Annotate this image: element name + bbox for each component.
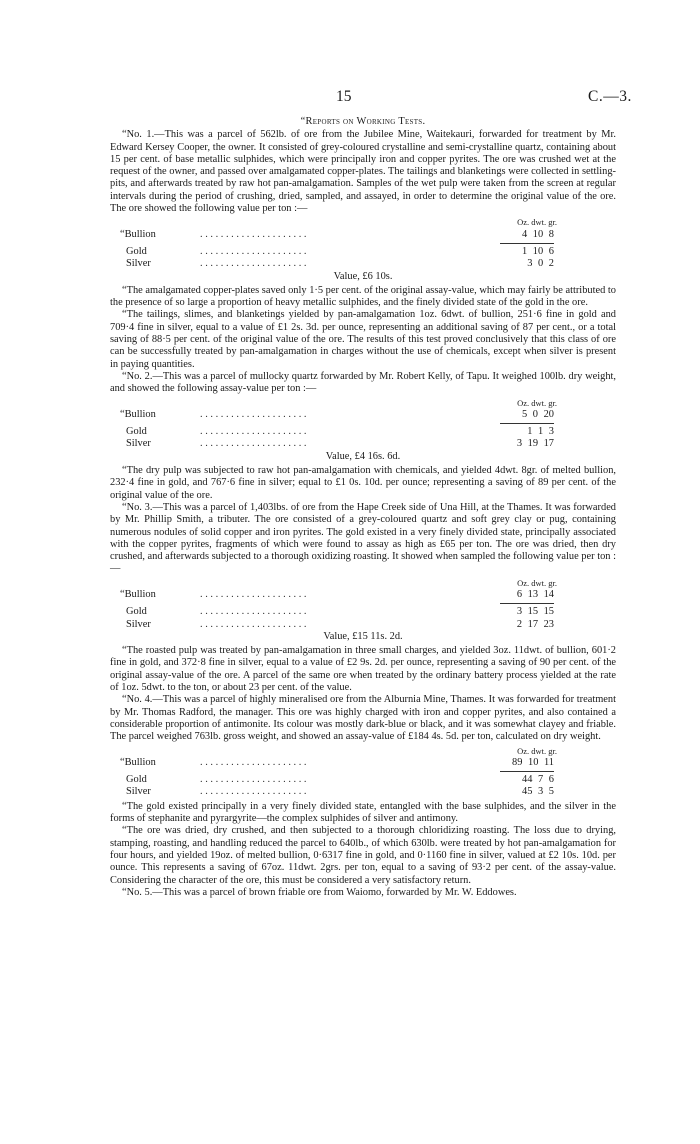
assay-row-silver	[110, 619, 616, 631]
leader-dots: . . . . . . . . . . . . . . . . . . . . .	[200, 408, 307, 420]
assay-value: 3 19 17	[516, 438, 554, 450]
paragraph-no3-result: “The roasted pulp was treated by pan-amalgamation in three small charges, and yielded 3oz. 11dwt. of bullion, 601·2 fine in gold, and 372·8 fine in silver, equal to a value of £2 9s. 2d. per ounce, representing a saving of 90 per cent. of the original assay-value of the ore. A parcel of the same ore when treated by the ordinary battery process yielded at the rate of 1oz. 5dwt. to the ton, or about 23 per cent. of the value.	[110, 645, 616, 694]
assay-table-no2	[110, 397, 616, 463]
assay-label: Gold	[126, 426, 147, 438]
assay-row-bullion	[110, 757, 616, 769]
assay-label: Gold	[126, 245, 147, 257]
leader-dots: . . . . . . . . . . . . . . . . . . . . .	[200, 774, 307, 786]
page-body	[110, 116, 616, 899]
leader-dots: . . . . . . . . . . . . . . . . . . . . .	[200, 258, 307, 270]
leader-dots: . . . . . . . . . . . . . . . . . . . . .	[200, 588, 307, 600]
leader-dots: . . . . . . . . . . . . . . . . . . . . .	[200, 426, 307, 438]
assay-label: “Bullion	[120, 228, 156, 240]
paragraph-no1-plates: “The amalgamated copper-plates saved only 1·5 per cent. of the original assay-value, which may fairly be attributed to the presence of so large a proportion of heavy metallic sulphides, and the finely divided state of the gold in the ore.	[110, 284, 616, 309]
assay-row-silver	[110, 786, 616, 798]
assay-row-bullion	[110, 229, 616, 241]
assay-units-header: Oz. dwt. gr.	[517, 397, 557, 408]
leader-dots: . . . . . . . . . . . . . . . . . . . . .	[200, 756, 307, 768]
assay-units-header: Oz. dwt. gr.	[517, 217, 557, 228]
assay-row-gold	[110, 774, 616, 786]
assay-value: 2 17 23	[516, 618, 554, 630]
assay-value: 6 13 14	[516, 588, 554, 600]
leader-dots: . . . . . . . . . . . . . . . . . . . . .	[200, 618, 307, 630]
assay-value: 3 15 15	[516, 606, 554, 618]
section-title: “Reports on Working Tests.	[300, 116, 426, 127]
leader-dots: . . . . . . . . . . . . . . . . . . . . .	[200, 228, 307, 240]
assay-value: 44 7 6	[522, 774, 554, 786]
leader-dots: . . . . . . . . . . . . . . . . . . . . .	[200, 438, 307, 450]
assay-table-no3	[110, 577, 616, 643]
assay-value: 1 1 3	[527, 426, 554, 438]
assay-label: Gold	[126, 606, 147, 618]
assay-value: 4 10 8	[522, 228, 554, 240]
assay-value: 3 0 2	[527, 258, 554, 270]
assay-valuation: Value, £4 16s. 6d.	[325, 450, 401, 462]
paragraph-no2-result: “The dry pulp was subjected to raw hot pan-amalgamation with chemicals, and yielded 4dwt. 8gr. of melted bullion, 232·4 fine in gold, and 767·6 fine in silver; equal to £1 0s. 10d. per ounce; representing a saving of 89 per cent. of the original value of the ore.	[110, 465, 616, 501]
assay-row-gold	[110, 426, 616, 438]
assay-value: 89 10 11	[512, 756, 554, 768]
paragraph-no3-intro: “No. 3.—This was a parcel of 1,403lbs. of ore from the Hape Creek side of Una Hill, at the Thames. It was forwarded by Mr. Phillip Smith, a tributer. The ore consisted of a grey-coloured quartz and soft grey clay or pug, containing numerous nodules of solid copper and iron pyrites. The gold existed in a very finely divided state, principally associated with the copper pyrites, fragments of which were found to assay as high as £65 per ton. The ore was dried, then dry crushed, and afterwards subjected to a thorough oxidizing roasting. It showed when sampled the following value per ton :—	[110, 501, 616, 575]
paragraph-no4-gold-state: “The gold existed principally in a very finely divided state, entangled with the base sulphides, and the silver in the forms of stephanite and pyrargyrite—the complex sulphides of silver and antimony.	[110, 800, 616, 825]
paragraph-no1-intro: “No. 1.—This was a parcel of 562lb. of ore from the Jubilee Mine, Waitekauri, forwarded for treatment by Mr. Edward Kersey Cooper, the owner. It consisted of grey-coloured crystalline and semi-crystalline quartz, containing about 15 per cent. of base metallic sulphides, which were principally iron and copper pyrites. The ore was crushed wet at the request of the owner, and passed over amalgamated copper-plates. The tailings and blanketings were collected in settling-pits, and afterwards treated by raw hot pan-amalgamation. Samples of the wet pulp were taken from the screen at regular intervals during the period of crushing, dried, sampled, and assayed, in order to determine the original value of the ore. The ore showed the following value per ton :—	[110, 129, 616, 215]
paragraph-no1-tailings: “The tailings, slimes, and blanketings yielded by pan-amalgamation 1oz. 6dwt. of bullion, 251·6 fine in gold and 709·4 fine in silver, equal to a value of £1 2s. 3d. per ounce, representing an additional saving of 87 per cent., or a total saving of 88·5 per cent. of the original value of the ore. The results of this test proved conclusively that this class of ore can be successfully treated by pan-amalgamation in charges without the use of chemicals, except when silver is present in paying quantities.	[110, 309, 616, 370]
paragraph-no5-intro: “No. 5.—This was a parcel of brown friable ore from Waiomo, forwarded by Mr. W. Eddowes.	[122, 886, 517, 898]
page-header	[0, 88, 700, 110]
assay-row-silver	[110, 438, 616, 450]
leader-dots: . . . . . . . . . . . . . . . . . . . . .	[200, 245, 307, 257]
paragraph-no2-intro: “No. 2.—This was a parcel of mullocky quartz forwarded by Mr. Robert Kelly, of Tapu. It weighed 100lb. dry weight, and showed the following assay-value per ton :—	[110, 370, 616, 395]
assay-label: Silver	[126, 786, 151, 798]
assay-value: 1 10 6	[522, 245, 554, 257]
assay-table-no4	[110, 745, 616, 799]
assay-row-bullion	[110, 409, 616, 421]
assay-label: “Bullion	[120, 588, 156, 600]
assay-label: “Bullion	[120, 408, 156, 420]
assay-label: Silver	[126, 618, 151, 630]
assay-row-gold	[110, 606, 616, 618]
assay-units-header: Oz. dwt. gr.	[517, 577, 557, 588]
assay-value: 45 3 5	[522, 786, 554, 798]
assay-label: Gold	[126, 774, 147, 786]
paragraph-no4-intro: “No. 4.—This was a parcel of highly mineralised ore from the Alburnia Mine, Thames. It was forwarded for treatment by Mr. Thomas Radford, the manager. This ore was highly charged with iron and copper pyrites, and also contained a considerable proportion of antimonite. Its colour was mostly dark-blue or black, and it was somewhat clayey and friable. The parcel weighed 763lb. gross weight, and showed an assay-value of £184 4s. 5d. per ton, calculated on dry weight.	[110, 694, 616, 743]
document-reference: C.—3.	[588, 88, 632, 105]
assay-label: “Bullion	[120, 756, 156, 768]
assay-row-bullion	[110, 589, 616, 601]
assay-valuation: Value, £15 11s. 2d.	[323, 630, 403, 642]
assay-label: Silver	[126, 438, 151, 450]
assay-value: 5 0 20	[522, 408, 554, 420]
assay-units-header: Oz. dwt. gr.	[517, 745, 557, 756]
assay-valuation: Value, £6 10s.	[333, 270, 393, 282]
leader-dots: . . . . . . . . . . . . . . . . . . . . .	[200, 606, 307, 618]
assay-row-gold	[110, 246, 616, 258]
assay-label: Silver	[126, 258, 151, 270]
leader-dots: . . . . . . . . . . . . . . . . . . . . .	[200, 786, 307, 798]
assay-row-silver	[110, 258, 616, 270]
assay-table-no1	[110, 216, 616, 282]
page-number: 15	[336, 88, 352, 105]
paragraph-no4-result: “The ore was dried, dry crushed, and then subjected to a thorough chloridizing roasting. The loss due to drying, stamping, roasting, and handling reduced the parcel to 640lb., of which 630lb. were treated by hot pan-amalgamation for four hours, and yielded 19oz. of melted bullion, 0·6317 fine in gold, and 0·1160 fine in silver, valued at £2 10s. 10d. per ounce. This represents a saving of 67oz. 11dwt. 2grs. per ton, equal to a saving of 93·2 per cent. of the assay-value. Considering the character of the ore, this must be considered a very satisfactory return.	[110, 825, 616, 886]
